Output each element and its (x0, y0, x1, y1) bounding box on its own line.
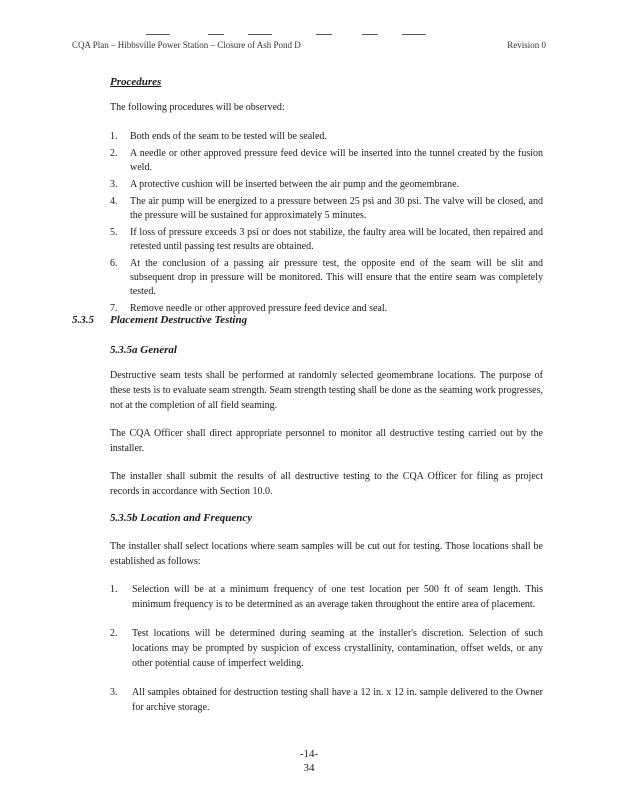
general-paragraph-3: The installer shall submit the results of all destructive testing to the CQA Officer for filing as project records in accordance with Section 10.0. (110, 471, 543, 497)
header-rule (248, 34, 272, 35)
header-rule (208, 34, 224, 35)
list-item (110, 130, 543, 144)
header-rule (316, 34, 332, 35)
list-text: All samples obtained for destruction testing shall have a 12 in. x 12 in. sample delivered to the Owner for archive storage. (132, 687, 543, 713)
list-item (110, 178, 543, 192)
list-item (110, 257, 543, 299)
list-item (110, 582, 543, 612)
list-text: A protective cushion will be inserted between the air pump and the geomembrane. (130, 179, 460, 190)
list-text: Remove needle or other approved pressure feed device and seal. (130, 303, 388, 314)
list-text: Both ends of the seam to be tested will be sealed. (130, 131, 327, 142)
page-number: 34 (303, 762, 315, 774)
list-number: 6. (110, 258, 118, 269)
list-item (110, 147, 543, 175)
list-number: 1. (110, 131, 118, 142)
list-text: Test locations will be determined during seaming at the installer's discretion. Selection of such locations may be prompted by suspicion of excess crystallinity, contamination, offset welds, or any other potential cause of imperfect welding. (132, 628, 543, 669)
general-heading: 5.3.5a General (110, 344, 177, 356)
general-paragraph-2: The CQA Officer shall direct appropriate personnel to monitor all destructive testing carried out by the installer. (110, 428, 543, 454)
header-rule (146, 34, 170, 35)
list-text: Selection will be at a minimum frequency of one test location per 500 ft of seam length. This minimum frequency is to be determined as an average taken throughout the entire area of placement. (132, 584, 543, 610)
list-number: 4. (110, 196, 118, 207)
list-number: 2. (110, 628, 118, 639)
list-item (110, 626, 543, 671)
list-number: 2. (110, 148, 118, 159)
list-number: 5. (110, 227, 118, 238)
list-item (110, 685, 543, 715)
header-rule (362, 34, 378, 35)
list-item (110, 195, 543, 223)
list-number: 3. (110, 687, 118, 698)
list-number: 3. (110, 179, 118, 190)
location-list (110, 582, 543, 729)
general-paragraph-1: Destructive seam tests shall be performed at randomly selected geomembrane locations. The purpose of these tests is to evaluate seam strength. Seam strength testing shall be done as the seaming work progresses, not at the completion of all field seaming. (110, 370, 543, 411)
section-heading (72, 314, 247, 326)
list-text: If loss of pressure exceeds 3 psi or does not stabilize, the faulty area will be located, then repaired and retested until passing test results are obtained. (130, 227, 543, 252)
procedures-intro: The following procedures will be observed: (110, 102, 285, 113)
list-number: 7. (110, 303, 118, 314)
section-number: 5.3.5 (72, 314, 94, 326)
list-item (110, 226, 543, 254)
procedures-list (110, 130, 543, 319)
procedures-heading: Procedures (110, 76, 162, 88)
section-title: Placement Destructive Testing (110, 314, 248, 326)
header-rule (402, 34, 426, 35)
header-title: CQA Plan – Hibbsville Power Station – Closure of Ash Pond D (72, 40, 301, 50)
list-number: 1. (110, 584, 118, 595)
list-text: At the conclusion of a passing air pressure test, the opposite end of the seam will be slit and subsequent drop in pressure will be monitored. This will ensure that the entire seam was completely tested. (130, 258, 543, 297)
location-intro: The installer shall select locations where seam samples will be cut out for testing. Those locations shall be established as follows: (110, 541, 543, 567)
list-text: A needle or other approved pressure feed device will be inserted into the tunnel created by the fusion weld. (130, 148, 543, 173)
list-text: The air pump will be energized to a pressure between 25 psi and 30 psi. The valve will be closed, and the pressure will be sustained for approximately 5 minutes. (130, 196, 543, 221)
page-label: -14- (299, 748, 319, 760)
location-heading: 5.3.5b Location and Frequency (110, 512, 253, 524)
header-revision: Revision 0 (507, 40, 546, 50)
